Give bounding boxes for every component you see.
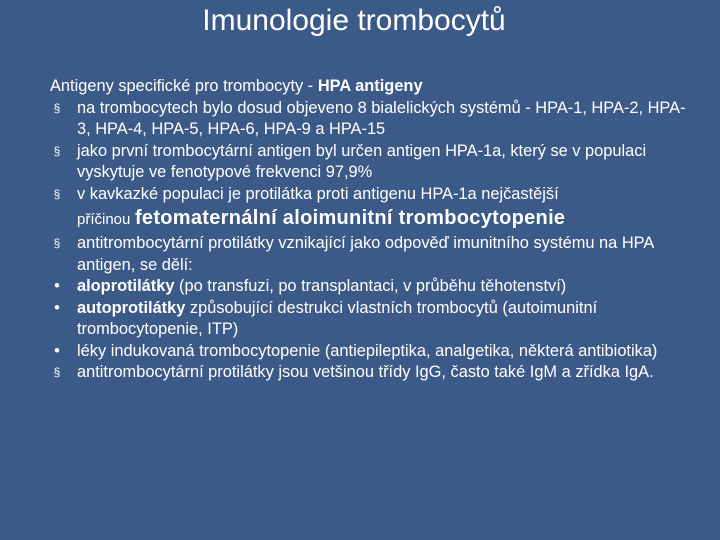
intro-highlight: HPA antigeny bbox=[317, 77, 423, 95]
bullet-text: (po transfuzi, po transplantaci, v průběhu těhotenství) bbox=[174, 277, 567, 295]
intro-text: Antigeny specifické pro trombocyty - bbox=[50, 77, 318, 95]
dot-bullet-icon: • bbox=[54, 341, 60, 360]
square-bullet-icon: § bbox=[53, 365, 61, 379]
slide-content bbox=[50, 76, 690, 384]
bullet-small-text: příčinou bbox=[77, 211, 131, 228]
bullet-item bbox=[50, 98, 690, 141]
bullet-emphasis: fetomaternální aloimunitní trombocytopenie bbox=[134, 207, 566, 229]
bullet-bold: aloprotilátky bbox=[77, 277, 175, 295]
bullet-item bbox=[50, 298, 690, 341]
bullet-text: jako první trombocytární antigen byl určen antigen HPA-1a, který se v populaci vyskytuje ve fenotypové frekvenci 97,9% bbox=[77, 141, 647, 181]
bullet-text: léky indukovaná trombocytopenie (antiepileptika, analgetika, některá antibiotika) bbox=[77, 341, 658, 360]
bullet-bold: autoprotilátky bbox=[77, 298, 186, 317]
bullet-item bbox=[50, 184, 690, 234]
bullet-text: antitrombocytární protilátky vznikající jako odpověď imunitního systému na HPA antigen, se dělí: bbox=[77, 234, 654, 274]
intro-line bbox=[50, 76, 690, 98]
bullet-text: v kavkazké populaci je protilátka proti antigenu HPA-1a nejčastější bbox=[77, 184, 559, 203]
bullet-item bbox=[50, 341, 690, 363]
square-bullet-icon: § bbox=[53, 143, 61, 158]
square-bullet-icon: § bbox=[53, 186, 61, 201]
dot-bullet-icon: • bbox=[54, 298, 60, 317]
bullet-item bbox=[50, 276, 690, 298]
square-bullet-icon: § bbox=[53, 236, 61, 250]
square-bullet-icon: § bbox=[53, 100, 61, 115]
dot-bullet-icon: • bbox=[54, 277, 60, 295]
bullet-text: antitrombocytární protilátky jsou vetšinou třídy IgG, často také IgM a zřídka IgA. bbox=[77, 363, 654, 381]
bullet-item bbox=[50, 362, 690, 384]
bullet-item bbox=[50, 141, 690, 184]
emphasis-line bbox=[77, 205, 690, 233]
bullet-text: na trombocytech bylo dosud objeveno 8 bialelických systémů - HPA-1, HPA-2, HPA-3, HPA-4, HPA-5, HPA-6, HPA-9 a HPA-15 bbox=[77, 98, 686, 138]
bullet-item bbox=[50, 233, 690, 276]
bullet-list bbox=[50, 98, 690, 384]
bullet-text: způsobující destrukci vlastních trombocytů (autoimunitní trombocytopenie, ITP) bbox=[77, 298, 598, 338]
slide-title: Imunologie trombocytů bbox=[202, 4, 506, 37]
